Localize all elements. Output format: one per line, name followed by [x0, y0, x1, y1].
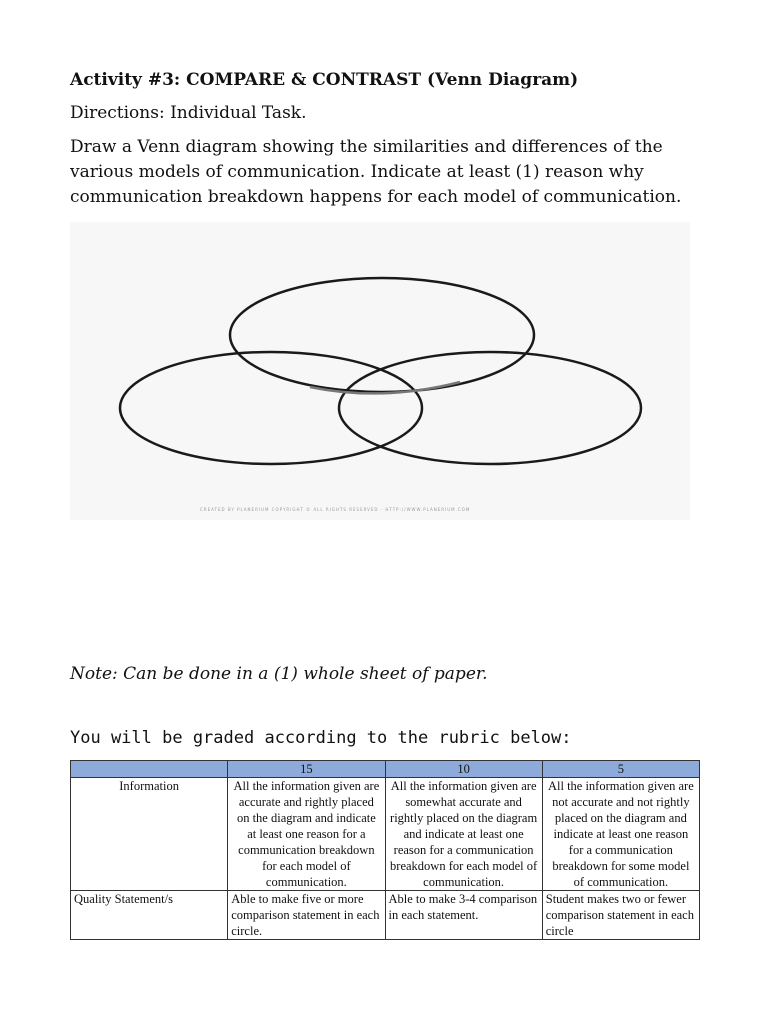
- rubric-cell: Able to make 3-4 comparison in each statement.: [385, 891, 542, 940]
- rubric-row-quality: [71, 891, 700, 940]
- note-text: Note: Can be done in a (1) whole sheet of paper.: [70, 664, 488, 684]
- venn-copyright-text: CREATED BY PLANERIUM COPYRIGHT © ALL RIGHTS RESERVED · HTTP://WWW.PLANERIUM.COM: [200, 507, 471, 512]
- rubric-row-information: [71, 778, 700, 891]
- venn-circle-top: [230, 278, 534, 392]
- directions-text: Directions: Individual Task.: [70, 103, 307, 123]
- rubric-cell: All the information given are not accurate and not rightly placed on the diagram and indicate at least one reason for a communication breakdown for some model of communication.: [542, 778, 699, 891]
- venn-circle-left: [120, 352, 422, 464]
- rubric-header-cell: 10: [385, 761, 542, 778]
- rubric-criterion: Information: [71, 778, 228, 891]
- rubric-heading: You will be graded according to the rubric below:: [70, 728, 572, 748]
- rubric-header-cell: 15: [228, 761, 385, 778]
- venn-diagram: [70, 222, 690, 520]
- rubric-cell: Able to make five or more comparison statement in each circle.: [228, 891, 385, 940]
- rubric-header-row: [71, 761, 700, 778]
- rubric-cell: All the information given are somewhat accurate and rightly placed on the diagram and indicate at least one reason for a communication breakdown for each model of communication.: [385, 778, 542, 891]
- rubric-criterion: Quality Statement/s: [71, 891, 228, 940]
- rubric-header-cell: 5: [542, 761, 699, 778]
- activity-title: Activity #3: COMPARE & CONTRAST (Venn Diagram): [70, 70, 579, 90]
- venn-circle-right: [339, 352, 641, 464]
- rubric-table: [70, 760, 700, 940]
- rubric-cell: All the information given are accurate and rightly placed on the diagram and indicate at least one reason for a communication breakdown for each model of communication.: [228, 778, 385, 891]
- rubric-cell: Student makes two or fewer comparison statement in each circle: [542, 891, 699, 940]
- rubric-header-cell: [71, 761, 228, 778]
- instructions-text: Draw a Venn diagram showing the similarities and differences of the various models of communication. Indicate at least (1) reason why communication breakdown happens for each model of communication.: [70, 137, 682, 207]
- venn-diagram-svg: [70, 222, 690, 520]
